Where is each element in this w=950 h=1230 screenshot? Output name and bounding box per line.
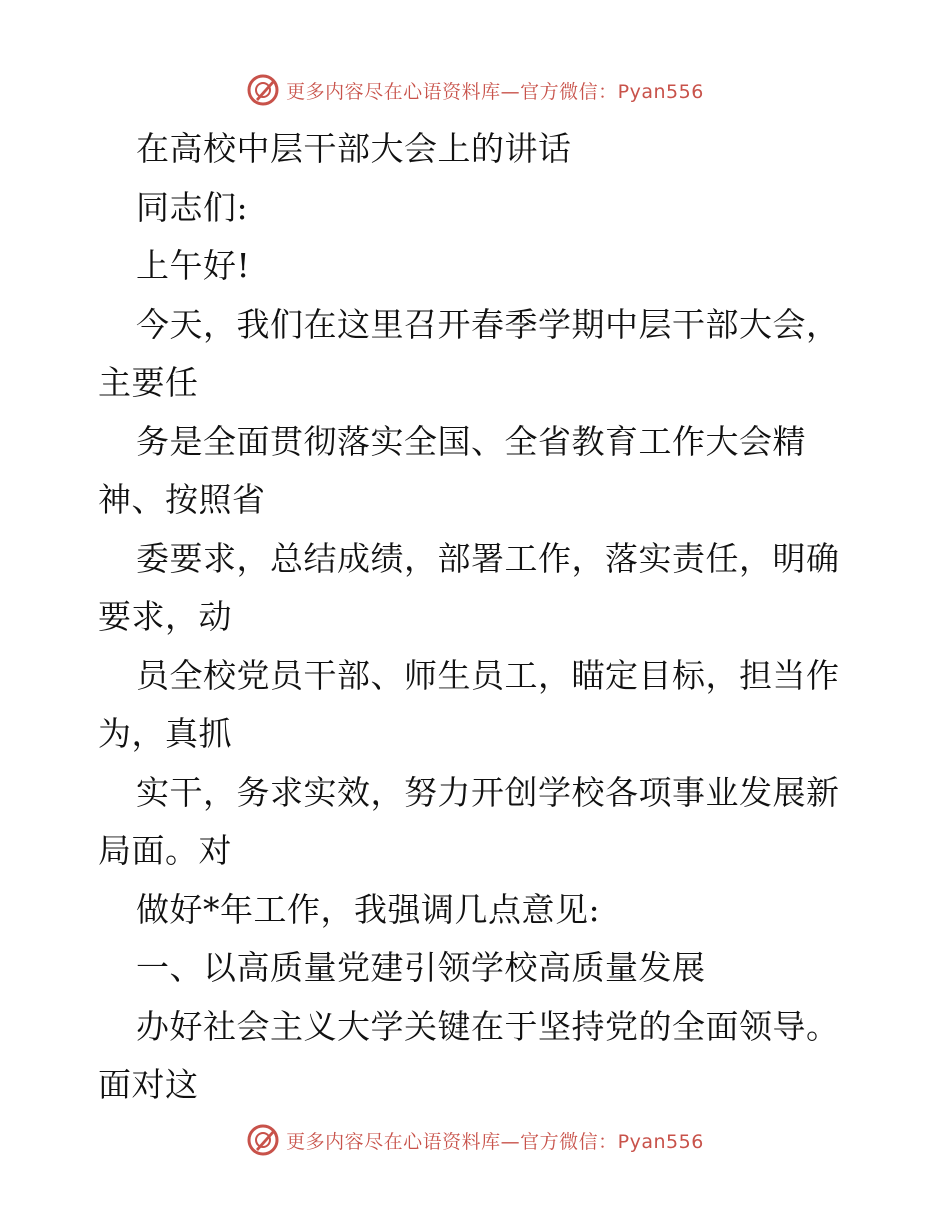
document-body — [98, 120, 858, 1115]
text-line: 主要任 — [98, 363, 199, 402]
text-line: 员全校党员干部、师生员工，瞄定目标，担当作 — [136, 655, 840, 695]
pen-logo-icon — [246, 73, 280, 107]
pen-logo-icon — [246, 1123, 280, 1157]
text-line: 务是全面贯彻落实全国、全省教育工作大会精 — [136, 421, 806, 461]
text-line: 局面。对 — [98, 831, 232, 870]
text-line: 委要求，总结成绩，部署工作，落实责任，明确 — [136, 538, 840, 578]
section-heading: 一、以高质量党建引领学校高质量发展 — [136, 948, 706, 987]
text-line: 面对这 — [98, 1065, 199, 1104]
greeting: 上午好! — [136, 246, 251, 285]
text-line: 实干，务求实效，努力开创学校各项事业发展新 — [136, 772, 840, 812]
text-line: 办好社会主义大学关键在于坚持党的全面领导。 — [136, 1006, 840, 1046]
salutation: 同志们: — [136, 187, 249, 227]
footer-banner — [0, 1120, 950, 1160]
text-line: 做好*年工作，我强调几点意见: — [136, 889, 601, 929]
text-line: 为，真抓 — [98, 714, 232, 753]
text-line: 要求，动 — [98, 597, 232, 636]
footer-banner-text: 更多内容尽在心语资料库—官方微信：Pyan556 — [286, 1130, 704, 1153]
header-banner-text: 更多内容尽在心语资料库—官方微信：Pyan556 — [286, 80, 704, 103]
text-line: 神、按照省 — [98, 480, 266, 519]
text-line: 今天，我们在这里召开春季学期中层干部大会， — [136, 304, 840, 344]
header-banner — [0, 70, 950, 110]
document-title: 在高校中层干部大会上的讲话 — [136, 129, 572, 168]
